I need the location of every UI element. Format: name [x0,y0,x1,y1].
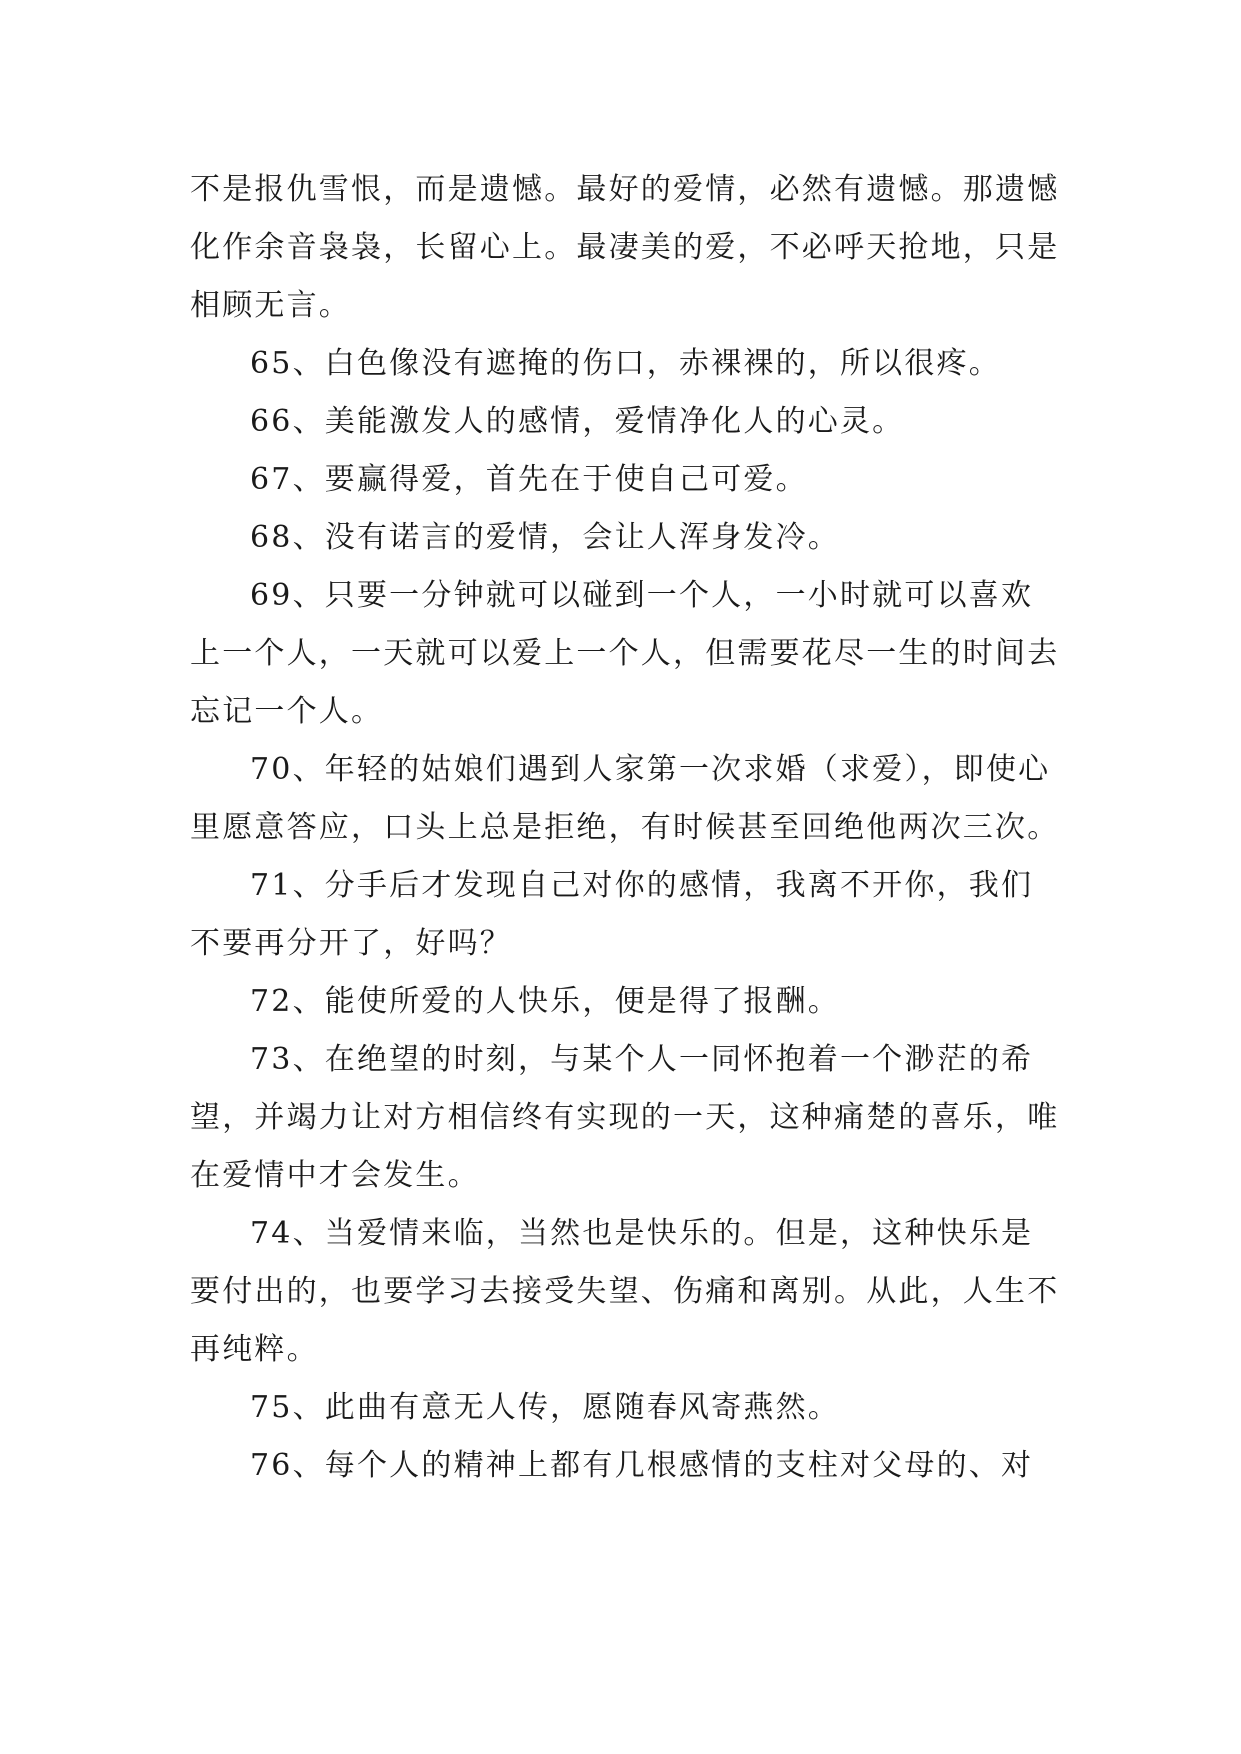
paragraph-76: 76、每个人的精神上都有几根感情的支柱对父母的、对 [250,1448,1034,1483]
paragraph-66: 66、美能激发人的感情，爱情净化人的心灵。 [250,404,905,439]
paragraph-74: 74、当爱情来临，当然也是快乐的。但是，这种快乐是要付出的，也要学习去接受失望、伤痛和离别。从此，人生不再纯粹。 [190,1216,1060,1367]
paragraph-continuation: 不是报仇雪恨，而是遗憾。最好的爱情，必然有遗憾。那遗憾化作余音袅袅，长留心上。最凄美的爱，不必呼天抢地，只是相顾无言。 [190,172,1060,323]
paragraph-67: 67、要赢得爱，首先在于使自己可爱。 [250,462,808,497]
paragraph-71: 71、分手后才发现自己对你的感情，我离不开你，我们不要再分开了，好吗？ [190,868,1034,961]
paragraph-70: 70、年轻的姑娘们遇到人家第一次求婚（求爱），即使心里愿意答应，口头上总是拒绝，有时候甚至回绝他两次三次。 [190,752,1060,845]
paragraph-68: 68、没有诺言的爱情，会让人浑身发冷。 [250,520,840,555]
paragraph-72: 72、能使所爱的人快乐，便是得了报酬。 [250,984,840,1019]
document-body [190,161,1060,1495]
paragraph-65: 65、白色像没有遮掩的伤口，赤裸裸的，所以很疼。 [250,346,1001,381]
paragraph-75: 75、此曲有意无人传，愿随春风寄燕然。 [250,1390,840,1425]
paragraph-73: 73、在绝望的时刻，与某个人一同怀抱着一个渺茫的希望，并竭力让对方相信终有实现的一天，这种痛楚的喜乐，唯在爱情中才会发生。 [190,1042,1060,1193]
paragraph-69: 69、只要一分钟就可以碰到一个人，一小时就可以喜欢上一个人，一天就可以爱上一个人，但需要花尽一生的时间去忘记一个人。 [190,578,1060,729]
